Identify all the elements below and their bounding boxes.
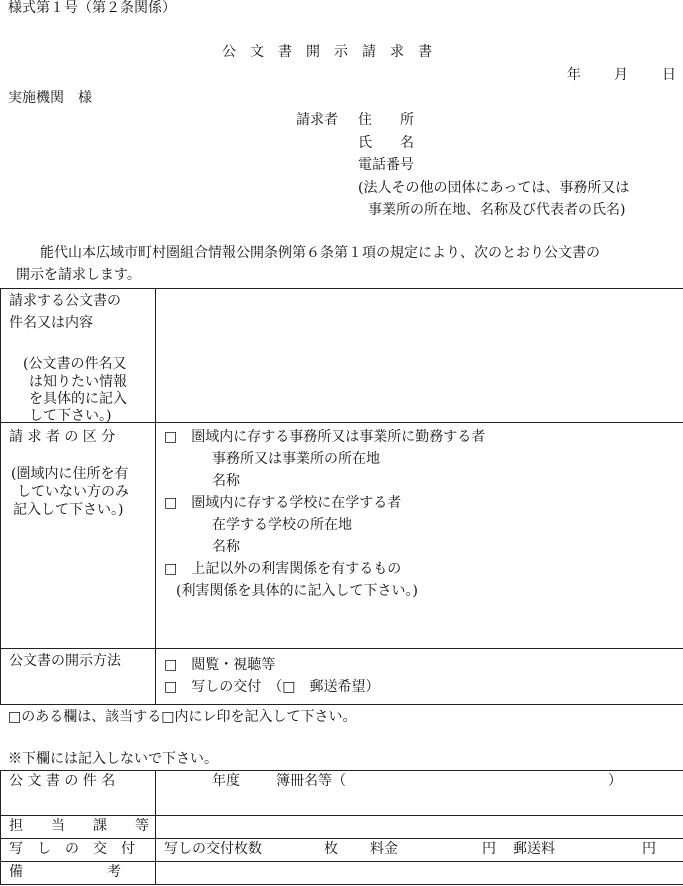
volume-name-label: 簿冊名等（: [276, 773, 346, 789]
copy-issue-label-cell: [1, 839, 156, 862]
method-option-view[interactable]: □ 閲覧・視聴等: [164, 657, 276, 673]
requester-note-line2: 事業所の所在地、名称及び代表者の氏名): [368, 202, 626, 218]
document-subject-label-line1: 請求する公文書の: [9, 293, 121, 309]
requester-category-label: 請 求 者 の 区 分: [9, 429, 116, 445]
method-option-copy[interactable]: □ 写しの交付 （□ 郵送希望）: [164, 679, 380, 695]
disclosure-method-options-cell: [156, 649, 683, 705]
requester-category-label-cell: [1, 423, 156, 649]
category-school-name[interactable]: 名称: [212, 539, 240, 555]
category-option-workplace[interactable]: □ 圏域内に存する事務所又は事業所に勤務する者: [164, 429, 486, 445]
remarks-label-cell: [1, 862, 156, 885]
requester-category-note-line1: (圏域内に住所を有: [11, 466, 129, 482]
document-subject-label-line2: 件名又は内容: [9, 315, 93, 331]
date-day-label: 日: [662, 67, 676, 83]
volume-name-close: ）: [608, 773, 622, 789]
date-month-label: 月: [614, 67, 628, 83]
category-other-interest-note: (利害関係を具体的に記入して下さい。): [176, 583, 418, 599]
document-subject-note-line1: (公文書の件名又: [23, 356, 127, 372]
copy-count-label: 写しの交付枚数: [164, 841, 262, 857]
document-subject-note-line2: は知りたい情報: [29, 374, 127, 390]
department-label: 担 当 課 等: [9, 818, 149, 834]
doc-name-label: 公 文 書 の 件 名: [9, 773, 116, 789]
office-use-table: [0, 770, 683, 885]
requester-name-label: 氏 名: [358, 135, 414, 151]
document-subject-label-cell: [1, 289, 156, 423]
requester-category-note-line3: 記入して下さい。): [13, 502, 124, 518]
postage-label: 郵送料: [513, 841, 555, 857]
fee-yen-unit: 円: [482, 841, 496, 857]
remarks-label: 備 考: [9, 864, 121, 880]
form-number: 様式第１号（第２条関係）: [8, 0, 176, 16]
department-label-cell: [1, 816, 156, 839]
copy-issue-value-cell: [156, 839, 683, 862]
doc-name-value-cell: [156, 771, 683, 816]
checkbox-instruction: □のある欄は、該当する□内にレ印を記入して下さい。: [8, 709, 357, 725]
remarks-value-cell: [156, 862, 683, 885]
category-option-school[interactable]: □ 圏域内に存する学校に在学する者: [164, 495, 402, 511]
date-year-label: 年: [567, 67, 581, 83]
request-table: [0, 288, 683, 705]
fee-label: 料金: [370, 841, 398, 857]
category-workplace-address[interactable]: 事務所又は事業所の所在地: [212, 451, 380, 467]
intro-line2: 開示を請求します。: [16, 267, 141, 283]
requester-note-line1: (法人その他の団体にあっては、事務所又は: [358, 180, 630, 196]
recipient-label: 実施機関 様: [8, 90, 92, 106]
document-subject-note-line4: して下さい。): [29, 408, 112, 424]
category-workplace-name[interactable]: 名称: [212, 473, 240, 489]
office-use-note: ※下欄には記入しないで下さい。: [8, 751, 218, 767]
postage-yen-unit: 円: [642, 841, 656, 857]
fiscal-year-label: 年度: [212, 773, 240, 789]
category-option-other-interest[interactable]: □ 上記以外の利害関係を有するもの: [164, 561, 402, 577]
disclosure-method-label: 公文書の開示方法: [9, 653, 121, 669]
requester-address-label: 住 所: [358, 112, 414, 128]
requester-category-note-line2: していない方のみ: [17, 484, 129, 500]
department-value-cell: [156, 816, 683, 839]
document-subject-input[interactable]: [156, 289, 683, 423]
category-school-address[interactable]: 在学する学校の所在地: [212, 517, 352, 533]
requester-label: 請求者: [296, 112, 338, 128]
doc-name-label-cell: [1, 771, 156, 816]
disclosure-method-label-cell: [1, 649, 156, 705]
requester-phone-label: 電話番号: [358, 157, 414, 173]
document-subject-note-line3: を具体的に記入: [29, 391, 127, 407]
intro-line1: 能代山本広域市町村圏組合情報公開条例第６条第１項の規定により、次のとおり公文書の: [40, 245, 600, 261]
copy-issue-label: 写 し の 交 付: [9, 841, 135, 857]
sheets-unit: 枚: [324, 841, 338, 857]
requester-category-options-cell: [156, 423, 683, 649]
form-title: 公 文 書 開 示 請 求 書: [222, 44, 432, 60]
